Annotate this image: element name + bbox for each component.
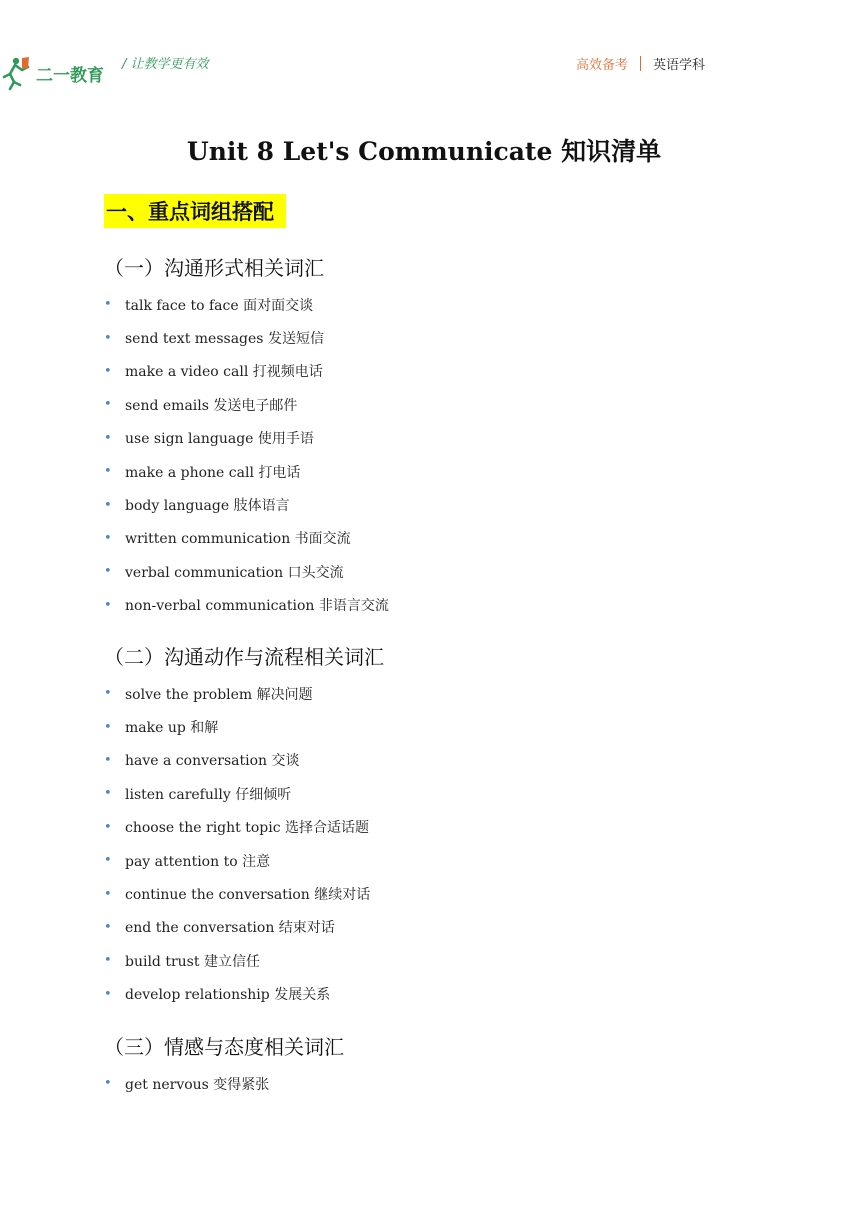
list-item-text: talk face to face 面对面交谈 [125, 297, 314, 314]
bullet-icon: • [104, 497, 112, 513]
bullet-icon: • [104, 464, 112, 480]
list-item [104, 911, 370, 944]
group-heading-2: （二）沟通动作与流程相关词汇 [104, 645, 384, 669]
list-item-text: send text messages 发送短信 [125, 331, 324, 348]
list-item-text: make up 和解 [125, 720, 219, 737]
list-item [104, 455, 389, 488]
list-item [104, 710, 370, 743]
bullet-icon: • [104, 564, 112, 580]
list-item-text: non-verbal communication 非语言交流 [125, 598, 389, 615]
list-item [104, 555, 389, 588]
section-heading: 一、重点词组搭配 [104, 194, 286, 228]
bullet-icon: • [104, 1076, 112, 1092]
list-item-text: develop relationship 发展关系 [125, 987, 331, 1004]
group-list-1 [104, 288, 389, 622]
list-item [104, 978, 370, 1011]
list-item-text: send emails 发送电子邮件 [125, 397, 298, 414]
list-item [104, 811, 370, 844]
list-item-text: verbal communication 口头交流 [125, 564, 344, 581]
list-item-text: make a phone call 打电话 [125, 464, 301, 481]
header-divider [640, 56, 641, 71]
bullet-icon: • [104, 719, 112, 735]
list-item [104, 488, 389, 521]
list-item-text: have a conversation 交谈 [125, 753, 300, 770]
list-item-text: listen carefully 仔细倾听 [125, 786, 292, 803]
group-list-2 [104, 677, 370, 1011]
bullet-icon: • [104, 853, 112, 869]
bullet-icon: • [104, 330, 112, 346]
list-item-text: use sign language 使用手语 [125, 431, 314, 448]
list-item-text: pay attention to 注意 [125, 853, 271, 870]
bullet-icon: • [104, 752, 112, 768]
list-item [104, 677, 370, 710]
list-item-text: choose the right topic 选择合适话题 [125, 820, 370, 837]
runner-icon [4, 57, 29, 89]
list-item [104, 777, 370, 810]
header-subject: 英语学科 [652, 58, 705, 73]
group-heading-3: （三）情感与态度相关词汇 [104, 1035, 344, 1059]
list-item [104, 355, 389, 388]
list-item [104, 288, 389, 321]
bullet-icon: • [104, 786, 112, 802]
list-item [104, 844, 370, 877]
list-item [104, 522, 389, 555]
list-item-text: body language 肢体语言 [125, 498, 290, 515]
bullet-icon: • [104, 430, 112, 446]
list-item [104, 388, 389, 421]
list-item [104, 877, 370, 910]
bullet-icon: • [104, 363, 112, 379]
bullet-icon: • [104, 530, 112, 546]
list-item-text: continue the conversation 继续对话 [125, 887, 371, 904]
list-item [104, 744, 370, 777]
bullet-icon: • [104, 886, 112, 902]
slogan: / 让教学更有效 [122, 57, 209, 72]
list-item [104, 321, 389, 354]
bullet-icon: • [104, 953, 112, 969]
list-item [104, 944, 370, 977]
header-label: 高效备考 [575, 58, 628, 73]
list-item [104, 1067, 269, 1100]
bullet-icon: • [104, 986, 112, 1002]
list-item-text: make a video call 打视频电话 [125, 364, 323, 381]
bullet-icon: • [104, 597, 112, 613]
logo [2, 55, 112, 91]
bullet-icon: • [104, 686, 112, 702]
group-list-3 [104, 1067, 269, 1100]
bullet-icon: • [104, 297, 112, 313]
bullet-icon: • [104, 397, 112, 413]
document-title: Unit 8 Let's Communicate 知识清单 [186, 137, 662, 166]
group-heading-1: （一）沟通形式相关词汇 [104, 256, 324, 280]
list-item-text: get nervous 变得紧张 [125, 1076, 270, 1093]
header-right [576, 54, 705, 73]
list-item [104, 589, 389, 622]
list-item-text: solve the problem 解决问题 [125, 686, 313, 703]
list-item-text: end the conversation 结束对话 [125, 920, 335, 937]
logo-text: 二一教育 [36, 66, 104, 86]
list-item-text: written communication 书面交流 [125, 531, 351, 548]
list-item-text: build trust 建立信任 [125, 953, 260, 970]
bullet-icon: • [104, 919, 112, 935]
page-header [0, 0, 860, 110]
bullet-icon: • [104, 819, 112, 835]
list-item [104, 422, 389, 455]
